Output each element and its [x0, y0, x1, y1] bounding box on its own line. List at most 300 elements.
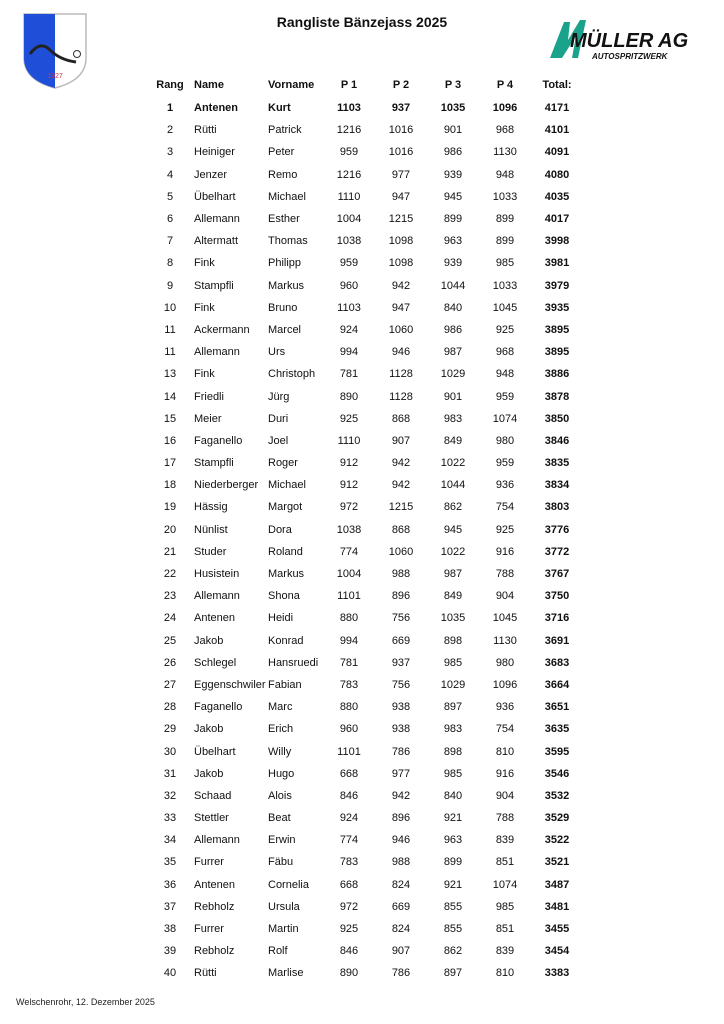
cell-p4: 968: [495, 346, 515, 359]
cell-p4: 788: [495, 568, 515, 581]
cell-p1: 912: [339, 479, 359, 492]
cell-p2: 756: [391, 678, 411, 691]
table-row: [146, 319, 583, 341]
cell-vorname: Alois: [268, 789, 292, 802]
cell-name: Ackermann: [194, 323, 250, 336]
cell-rank: 20: [163, 523, 177, 536]
cell-total: 3935: [544, 301, 570, 314]
cell-vorname: Shona: [268, 590, 300, 603]
cell-p3: 840: [443, 301, 463, 314]
cell-total: 3487: [544, 878, 570, 891]
cell-p1: 1038: [336, 523, 362, 536]
cell-total: 4035: [544, 190, 570, 203]
table-row: [146, 430, 583, 452]
cell-p1: 1216: [336, 168, 362, 181]
table-row: [146, 630, 583, 652]
cell-p3: 849: [443, 590, 463, 603]
cell-p4: 810: [495, 745, 515, 758]
cell-p1: 890: [339, 390, 359, 403]
cell-vorname: Philipp: [268, 257, 302, 270]
cell-p2: 896: [391, 590, 411, 603]
cell-vorname: Cornelia: [268, 878, 309, 891]
cell-vorname: Konrad: [268, 634, 304, 647]
cell-total: 3895: [544, 323, 570, 336]
cell-p2: 1215: [388, 501, 414, 514]
cell-rank: 7: [166, 235, 174, 248]
cell-rank: 10: [163, 301, 177, 314]
cell-vorname: Erich: [268, 723, 294, 736]
cell-p3: 899: [443, 213, 463, 226]
cell-vorname: Willy: [268, 745, 292, 758]
table-row: [146, 585, 583, 607]
table-row: [146, 740, 583, 762]
cell-p3: 898: [443, 634, 463, 647]
cell-p1: 1004: [336, 213, 362, 226]
cell-p3: 898: [443, 745, 463, 758]
cell-p4: 851: [495, 923, 515, 936]
table-row: [146, 896, 583, 918]
cell-p3: 963: [443, 235, 463, 248]
cell-p2: 942: [391, 457, 411, 470]
cell-p4: 839: [495, 834, 515, 847]
cell-name: Stampfli: [194, 279, 234, 292]
cell-total: 3835: [544, 457, 570, 470]
cell-total: 3532: [544, 789, 570, 802]
cell-name: Rütti: [194, 967, 217, 980]
cell-rank: 22: [163, 568, 177, 581]
cell-p2: 1016: [388, 146, 414, 159]
cell-p1: 1038: [336, 235, 362, 248]
cell-p4: 904: [495, 789, 515, 802]
cell-rank: 19: [163, 501, 177, 514]
cell-rank: 3: [166, 146, 174, 159]
cell-p1: 960: [339, 279, 359, 292]
table-row: [146, 496, 583, 518]
cell-rank: 24: [163, 612, 177, 625]
cell-p3: 897: [443, 967, 463, 980]
cell-name: Rebholz: [194, 945, 235, 958]
cell-vorname: Duri: [268, 412, 289, 425]
cell-total: 3776: [544, 523, 570, 536]
cell-vorname: Dora: [268, 523, 292, 536]
cell-name: Faganello: [194, 434, 243, 447]
table-row: [146, 252, 583, 274]
col-header-vorname: Vorname: [268, 79, 315, 91]
table-row: [146, 230, 583, 252]
cell-p1: 880: [339, 612, 359, 625]
cell-vorname: Michael: [268, 190, 306, 203]
cell-p3: 945: [443, 190, 463, 203]
cell-p2: 977: [391, 168, 411, 181]
cell-name: Niederberger: [194, 479, 259, 492]
cell-p4: 1045: [492, 301, 518, 314]
cell-p2: 824: [391, 923, 411, 936]
cell-p1: 783: [339, 856, 359, 869]
cell-p2: 942: [391, 279, 411, 292]
cell-rank: 23: [163, 590, 177, 603]
cell-total: 3846: [544, 434, 570, 447]
footer-place-date: Welschenrohr, 12. Dezember 2025: [16, 997, 155, 1007]
table-row: [146, 186, 583, 208]
cell-name: Rebholz: [194, 900, 235, 913]
table-row: [146, 718, 583, 740]
cell-total: 3481: [544, 900, 570, 913]
cell-name: Schaad: [194, 789, 232, 802]
cell-vorname: Markus: [268, 568, 305, 581]
cell-p2: 937: [391, 656, 411, 669]
cell-name: Jenzer: [194, 168, 228, 181]
cell-p1: 1101: [337, 590, 361, 603]
cell-p3: 983: [443, 723, 463, 736]
cell-rank: 11: [164, 323, 176, 336]
cell-p3: 862: [443, 501, 463, 514]
table-row: [146, 119, 583, 141]
cell-rank: 31: [163, 767, 177, 780]
cell-p3: 899: [443, 856, 463, 869]
table-row: [146, 829, 583, 851]
cell-p3: 1022: [440, 545, 466, 558]
table-row: [146, 607, 583, 629]
cell-p2: 937: [391, 102, 411, 115]
cell-p2: 756: [391, 612, 411, 625]
cell-p3: 1035: [440, 102, 466, 115]
cell-p2: 1060: [388, 323, 414, 336]
cell-total: 3716: [544, 612, 570, 625]
cell-p2: 947: [391, 190, 411, 203]
cell-total: 4080: [544, 168, 570, 181]
cell-p2: 946: [391, 834, 411, 847]
cell-rank: 26: [163, 656, 177, 669]
cell-name: Jakob: [194, 767, 224, 780]
cell-p1: 846: [339, 945, 359, 958]
cell-total: 3750: [544, 590, 570, 603]
table-row: [146, 674, 583, 696]
cell-p3: 1035: [440, 612, 466, 625]
cell-rank: 17: [163, 457, 177, 470]
cell-total: 3767: [544, 568, 570, 581]
cell-vorname: Fabian: [268, 678, 302, 691]
page-title: Rangliste Bänzejass 2025: [276, 14, 448, 30]
table-row: [146, 763, 583, 785]
cell-p4: 1096: [492, 102, 518, 115]
cell-total: 3803: [544, 501, 570, 514]
cell-rank: 15: [163, 412, 177, 425]
cell-rank: 14: [163, 390, 177, 403]
cell-p2: 907: [391, 434, 411, 447]
cell-name: Heiniger: [194, 146, 235, 159]
col-header-p2: P 2: [392, 79, 410, 91]
table-row: [146, 785, 583, 807]
table-row: [146, 275, 583, 297]
cell-p4: 959: [495, 390, 515, 403]
cell-rank: 1: [166, 102, 174, 115]
cell-vorname: Rolf: [268, 945, 288, 958]
cell-p1: 781: [339, 368, 359, 381]
cell-p4: 904: [495, 590, 515, 603]
cell-total: 3595: [544, 745, 570, 758]
cell-total: 3998: [544, 235, 570, 248]
cell-name: Allemann: [194, 213, 240, 226]
table-row: [146, 652, 583, 674]
cell-name: Eggenschwiler: [194, 678, 266, 691]
cell-p3: 986: [443, 146, 463, 159]
table-row: [146, 208, 583, 230]
cell-p1: 994: [339, 634, 359, 647]
cell-p4: 985: [495, 900, 515, 913]
cell-total: 3522: [544, 834, 570, 847]
cell-p4: 925: [495, 323, 515, 336]
cell-p2: 1128: [389, 368, 413, 381]
cell-vorname: Patrick: [268, 124, 302, 137]
cell-name: Stampfli: [194, 457, 234, 470]
cell-total: 3546: [544, 767, 570, 780]
cell-name: Jakob: [194, 634, 224, 647]
cell-p2: 1098: [388, 257, 414, 270]
cell-rank: 9: [166, 279, 174, 292]
cell-vorname: Ursula: [268, 900, 300, 913]
cell-rank: 16: [163, 434, 177, 447]
cell-p1: 972: [339, 900, 359, 913]
cell-total: 3850: [544, 412, 570, 425]
cell-p2: 947: [391, 301, 411, 314]
table-row: [146, 341, 583, 363]
cell-name: Husistein: [194, 568, 240, 581]
cell-p1: 1103: [337, 102, 361, 115]
cell-vorname: Joel: [268, 434, 289, 447]
table-row: [146, 474, 583, 496]
cell-p3: 963: [443, 834, 463, 847]
table-row: [146, 97, 583, 119]
cell-vorname: Heidi: [268, 612, 294, 625]
cell-p1: 1216: [336, 124, 362, 137]
cell-p4: 754: [495, 723, 515, 736]
cell-name: Fink: [194, 257, 215, 270]
cell-p1: 925: [339, 923, 359, 936]
cell-p1: 924: [339, 812, 359, 825]
cell-rank: 18: [163, 479, 177, 492]
table-row: [146, 297, 583, 319]
table-row: [146, 164, 583, 186]
svg-text:1927: 1927: [47, 73, 63, 80]
cell-total: 3878: [544, 390, 570, 403]
cell-p2: 988: [391, 568, 411, 581]
table-row: [146, 385, 583, 407]
cell-p4: 899: [495, 235, 515, 248]
cell-total: 4171: [544, 102, 570, 115]
cell-vorname: Margot: [268, 501, 303, 514]
cell-p3: 939: [443, 257, 463, 270]
cell-p2: 786: [391, 745, 411, 758]
cell-p3: 849: [443, 434, 463, 447]
cell-p4: 980: [495, 656, 515, 669]
cell-p1: 1110: [337, 434, 361, 447]
cell-total: 3886: [544, 368, 570, 381]
cell-p1: 774: [339, 834, 359, 847]
cell-p4: 936: [495, 479, 515, 492]
cell-name: Übelhart: [194, 190, 236, 203]
cell-total: 4101: [544, 124, 570, 137]
cell-total: 3981: [544, 257, 570, 270]
cell-vorname: Marcel: [268, 323, 302, 336]
cell-p3: 1022: [440, 457, 466, 470]
cell-vorname: Thomas: [268, 235, 308, 248]
table-row: [146, 141, 583, 163]
cell-name: Fink: [194, 368, 215, 381]
table-row: [146, 807, 583, 829]
cell-p1: 959: [339, 257, 359, 270]
cell-name: Allemann: [194, 590, 240, 603]
cell-name: Allemann: [194, 346, 240, 359]
cell-p4: 839: [495, 945, 515, 958]
cell-p3: 855: [443, 923, 463, 936]
cell-rank: 35: [163, 856, 177, 869]
col-header-p3: P 3: [444, 79, 462, 91]
cell-p3: 987: [443, 568, 463, 581]
svg-text:MÜLLER AG: MÜLLER AG: [570, 30, 689, 52]
cell-total: 3651: [544, 701, 570, 714]
cell-p3: 901: [443, 124, 463, 137]
cell-p4: 788: [495, 812, 515, 825]
table-row: [146, 962, 583, 984]
cell-p2: 942: [391, 789, 411, 802]
cell-name: Nünlist: [194, 523, 228, 536]
cell-vorname: Marc: [268, 701, 293, 714]
cell-p1: 783: [339, 678, 359, 691]
cell-p4: 810: [495, 967, 515, 980]
cell-p2: 868: [391, 412, 411, 425]
cell-p4: 1096: [492, 678, 518, 691]
cell-p2: 824: [391, 878, 411, 891]
cell-name: Antenen: [194, 878, 235, 891]
cell-p2: 669: [391, 900, 411, 913]
svg-text:AUTOSPRITZWERK: AUTOSPRITZWERK: [592, 52, 668, 61]
cell-p4: 985: [495, 257, 515, 270]
cell-rank: 4: [166, 168, 174, 181]
cell-vorname: Kurt: [268, 102, 291, 115]
cell-name: Stettler: [194, 812, 229, 825]
table-row: [146, 696, 583, 718]
cell-p4: 1033: [492, 190, 518, 203]
cell-p3: 987: [443, 346, 463, 359]
cell-p1: 781: [339, 656, 359, 669]
table-row: [146, 363, 583, 385]
cell-p2: 1098: [388, 235, 414, 248]
cell-vorname: Beat: [268, 812, 291, 825]
cell-p3: 862: [443, 945, 463, 958]
table-row: [146, 851, 583, 873]
cell-p3: 901: [443, 390, 463, 403]
cell-total: 3521: [544, 856, 570, 869]
col-header-name: Name: [194, 79, 224, 91]
cell-p1: 890: [339, 967, 359, 980]
cell-p3: 1044: [440, 479, 466, 492]
cell-p4: 754: [495, 501, 515, 514]
cell-vorname: Markus: [268, 279, 305, 292]
cell-total: 3895: [544, 346, 570, 359]
cell-p4: 968: [495, 124, 515, 137]
cell-rank: 37: [163, 900, 177, 913]
cell-rank: 5: [166, 190, 174, 203]
cell-p1: 924: [339, 323, 359, 336]
cell-rank: 2: [166, 124, 174, 137]
cell-rank: 28: [163, 701, 177, 714]
cell-p1: 846: [339, 789, 359, 802]
cell-p3: 921: [443, 812, 463, 825]
cell-rank: 33: [163, 812, 177, 825]
cell-vorname: Jürg: [268, 390, 290, 403]
cell-p4: 925: [495, 523, 515, 536]
cell-name: Faganello: [194, 701, 243, 714]
cell-p1: 1101: [337, 745, 361, 758]
cell-rank: 34: [163, 834, 177, 847]
cell-vorname: Hansruedi: [268, 656, 319, 669]
cell-name: Allemann: [194, 834, 240, 847]
cell-p4: 851: [495, 856, 515, 869]
cell-p1: 912: [339, 457, 359, 470]
cell-p2: 1215: [388, 213, 414, 226]
cell-p3: 1029: [440, 368, 466, 381]
cell-name: Altermatt: [194, 235, 239, 248]
cell-rank: 30: [163, 745, 177, 758]
cell-name: Furrer: [194, 856, 224, 869]
cell-p2: 1060: [388, 545, 414, 558]
cell-name: Schlegel: [194, 656, 237, 669]
cell-total: 3664: [544, 678, 570, 691]
cell-name: Furrer: [194, 923, 224, 936]
cell-rank: 6: [166, 213, 174, 226]
table-row: [146, 940, 583, 962]
cell-p4: 1033: [492, 279, 518, 292]
cell-p1: 1004: [336, 568, 362, 581]
cell-p3: 985: [443, 767, 463, 780]
cell-p4: 916: [495, 767, 515, 780]
table-row: [146, 452, 583, 474]
cell-p2: 907: [391, 945, 411, 958]
table-row: [146, 563, 583, 585]
table-header-row: [146, 73, 583, 97]
cell-p2: 669: [391, 634, 411, 647]
col-header-rang: Rang: [156, 79, 184, 91]
cell-p2: 896: [391, 812, 411, 825]
cell-name: Fink: [194, 301, 215, 314]
cell-p1: 668: [339, 767, 359, 780]
cell-name: Antenen: [194, 102, 238, 115]
cell-total: 3683: [544, 656, 570, 669]
cell-total: 3772: [544, 545, 570, 558]
cell-name: Jakob: [194, 723, 224, 736]
cell-rank: 27: [163, 678, 177, 691]
cell-p4: 980: [495, 434, 515, 447]
cell-p4: 936: [495, 701, 515, 714]
cell-p3: 840: [443, 789, 463, 802]
cell-p4: 899: [495, 213, 515, 226]
cell-p2: 938: [391, 723, 411, 736]
cell-p2: 942: [391, 479, 411, 492]
cell-p4: 1130: [493, 146, 517, 159]
cell-name: Meier: [194, 412, 222, 425]
cell-p1: 960: [339, 723, 359, 736]
cell-vorname: Michael: [268, 479, 306, 492]
cell-vorname: Roland: [268, 545, 303, 558]
cell-p3: 986: [443, 323, 463, 336]
cell-p1: 1103: [337, 301, 361, 314]
cell-rank: 39: [163, 945, 177, 958]
cell-p2: 988: [391, 856, 411, 869]
cell-vorname: Urs: [268, 346, 286, 359]
cell-total: 3455: [544, 923, 570, 936]
cell-p3: 945: [443, 523, 463, 536]
cell-p3: 1029: [440, 678, 466, 691]
